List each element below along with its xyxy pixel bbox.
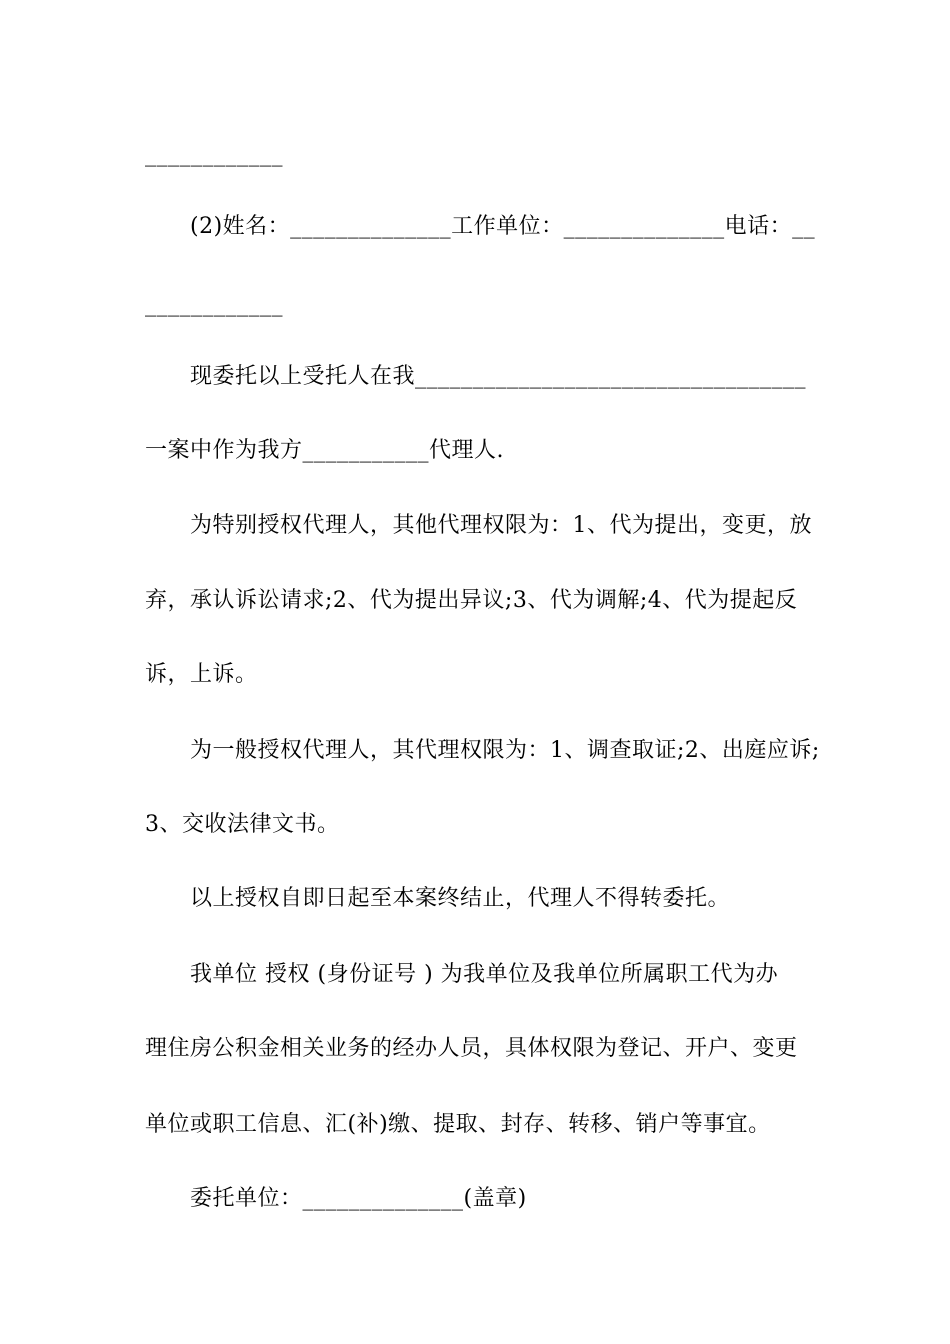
authorization-term-paragraph: 以上授权自即日起至本案终结止，代理人不得转委托。 — [190, 886, 731, 911]
housing-fund-authorization-paragraph-end: 单位或职工信息、汇(补)缴、提取、封存、转移、销户等事宜。 — [145, 1112, 771, 1137]
special-authorization-paragraph: 为特别授权代理人，其他代理权限为：1、代为提出，变更，放 — [190, 513, 812, 538]
special-authorization-paragraph-cont: 弃，承认诉讼请求;2、代为提出异议;3、代为调解;4、代为提起反 — [145, 588, 798, 613]
entrusting-unit-signature-line: 委托单位：______________(盖章) — [190, 1186, 527, 1211]
blank-underline: ____________ — [145, 292, 283, 317]
housing-fund-authorization-paragraph-cont: 理住房公积金相关业务的经办人员，具体权限为登记、开户、变更 — [145, 1036, 798, 1061]
general-authorization-paragraph: 为一般授权代理人，其代理权限为：1、调查取证;2、出庭应诉; — [190, 738, 820, 763]
case-agent-line: 一案中作为我方___________代理人. — [145, 438, 504, 463]
entrust-line: 现委托以上受托人在我__________________________________ — [190, 364, 807, 389]
general-authorization-paragraph-end: 3、交收法律文书。 — [145, 812, 340, 837]
special-authorization-paragraph-end: 诉，上诉。 — [145, 662, 258, 687]
agent-2-info-line: (2)姓名：______________工作单位：______________电话：__ — [190, 214, 816, 239]
blank-underline: ____________ — [145, 142, 283, 167]
housing-fund-authorization-paragraph: 我单位 授权 (身份证号 ) 为我单位及我单位所属职工代为办 — [190, 962, 779, 987]
